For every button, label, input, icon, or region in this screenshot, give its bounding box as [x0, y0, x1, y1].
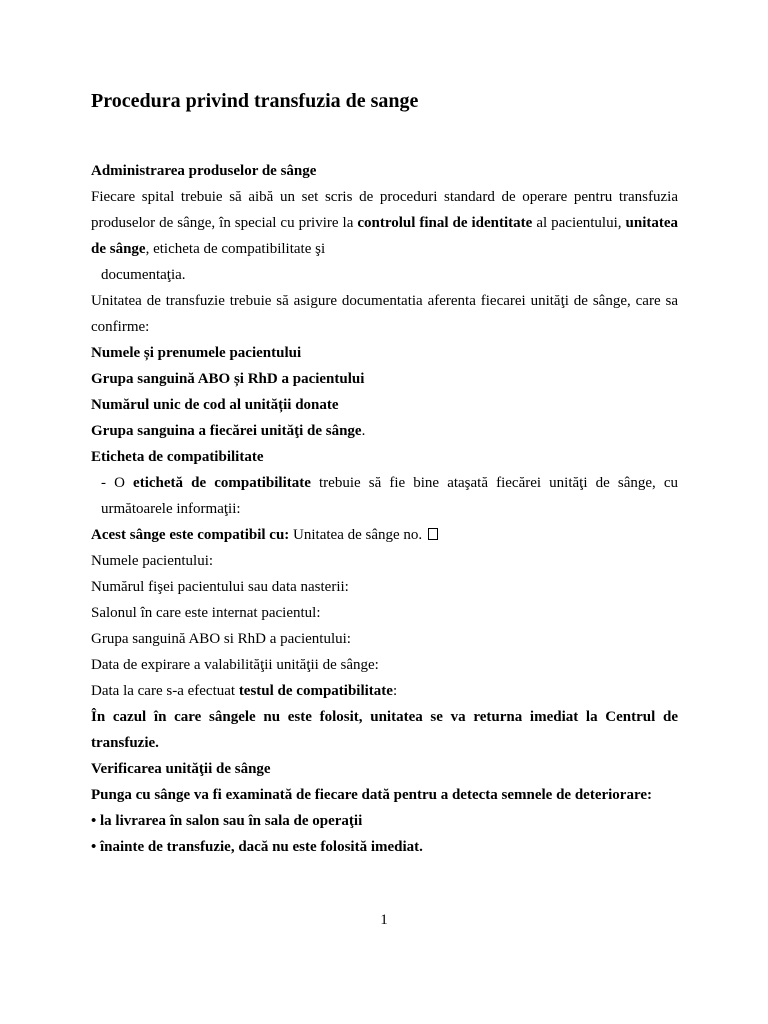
bold-phrase-compat-test: testul de compatibilitate: [238, 683, 393, 699]
bullet-item: • la livrarea în salon sau în sala de operaţii: [91, 813, 363, 829]
bold-phrase-identity-control: controlul final de identitate: [357, 215, 533, 231]
document-body: [91, 158, 678, 860]
page-title: Procedura privind transfuzia de sange: [91, 90, 419, 112]
checkbox-square-icon: [428, 528, 438, 540]
paragraph-procedures: [91, 184, 678, 262]
label-field: Numele pacientului:: [91, 553, 214, 569]
list-item: Grupa sanguină ABO și RhD a pacientului: [91, 371, 365, 387]
label-field: Numărul fişei pacientului sau data nasterii:: [91, 579, 349, 595]
compat-label: Acest sânge este compatibil cu:: [91, 527, 290, 543]
list-item: Numele și prenumele pacientului: [91, 345, 302, 361]
paragraph-compat-label: [91, 470, 678, 522]
paragraph-text: , eticheta de compatibilitate şi: [145, 241, 326, 257]
paragraph-text: trebuie să fie bine ataşată fiecărei unităţi de sânge, cu următoarele informaţii:: [101, 475, 679, 517]
bullet-item: • înainte de transfuzie, dacă nu este folosită imediat.: [91, 839, 423, 855]
paragraph-documentation: Unitatea de transfuzie trebuie să asigure documentatia aferenta fiecarei unităţi de sânge, care sa confirme:: [91, 293, 678, 335]
section-heading-administration: Administrarea produselor de sânge: [91, 163, 317, 179]
paragraph-text: Fiecare spital trebuie să aibă un set scris de proceduri standard de operare pentru transfuzia produselor de sânge, în special cu privire la: [91, 189, 678, 231]
bold-phrase-blood-unit: unitatea de sânge: [91, 215, 679, 257]
compat-text: Unitatea de sânge no.: [289, 527, 423, 543]
label-field: Grupa sanguină ABO si RhD a pacientului:: [91, 631, 351, 647]
list-item: [91, 418, 678, 444]
compat-line: [91, 522, 678, 548]
list-item: Numărul unic de cod al unității donate: [91, 397, 339, 413]
paragraph-continuation: documentaţia.: [101, 267, 186, 283]
return-notice: În cazul în care sângele nu este folosit, unitatea se va returna imediat la Centrul de transfuzie.: [91, 709, 678, 751]
label-field-test: [91, 678, 678, 704]
field-text: Data la care s-a efectuat: [91, 683, 239, 699]
label-field: Salonul în care este internat pacientul:: [91, 605, 321, 621]
paragraph-text: al pacientului,: [532, 215, 626, 231]
paragraph-text: - O: [101, 475, 134, 491]
section-heading-unit-check: Verificarea unităţii de sânge: [91, 761, 271, 777]
bold-phrase-compat-label: etichetă de compatibilitate: [133, 475, 311, 491]
field-suffix: :: [392, 683, 398, 699]
section-heading-compat-label: Eticheta de compatibilitate: [91, 449, 264, 465]
page-number: 1: [380, 912, 388, 928]
list-item-suffix: .: [361, 423, 366, 439]
list-item-text: Grupa sanguina a fiecărei unităţi de sânge: [91, 423, 362, 439]
unit-check-intro: Punga cu sânge va fi examinată de fiecare dată pentru a detecta semnele de deteriorare:: [91, 787, 652, 803]
label-field: Data de expirare a valabilităţii unităţii de sânge:: [91, 657, 379, 673]
